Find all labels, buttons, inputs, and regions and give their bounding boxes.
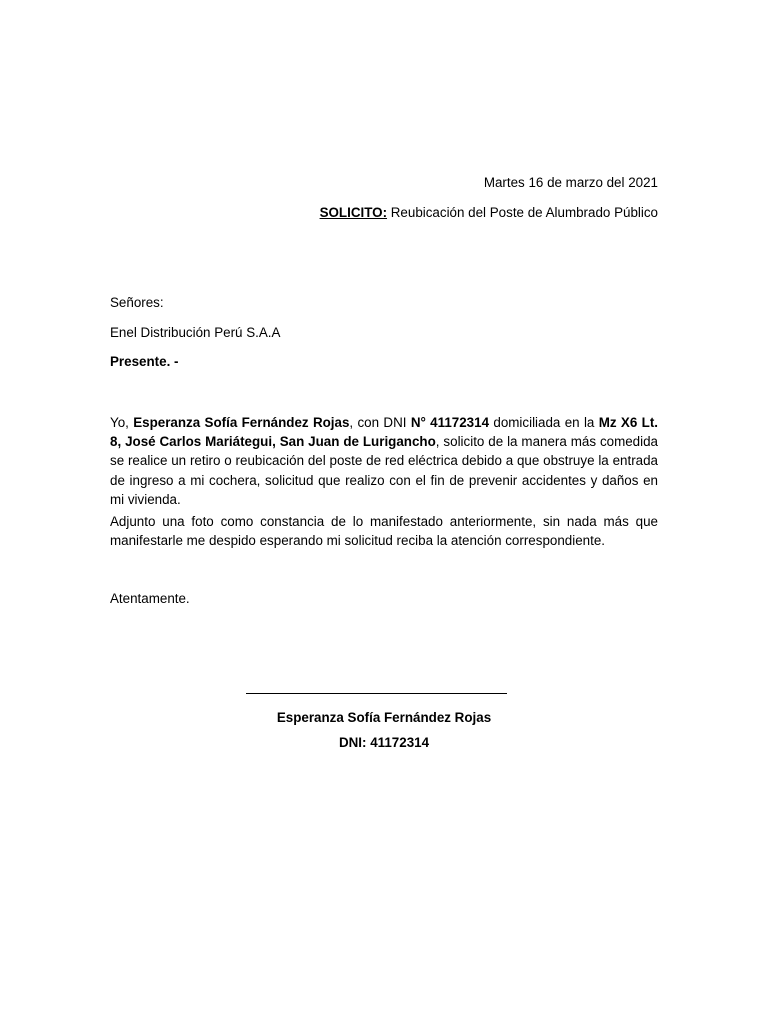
p1-text-2: , con DNI — [349, 415, 411, 430]
p1-text-4: , solicito de la manera más comedida se realice un retiro o reubicación del poste de red eléctrica debido a que obstruye la entrada de ingreso a mi cochera, solicitud que realizo con el fin de prevenir accidentes y daños en mi vivienda. — [110, 434, 659, 507]
p1-text-3: domiciliada en la — [489, 415, 599, 430]
signature-name: Esperanza Sofía Fernández Rojas — [276, 710, 492, 725]
presente-line: Presente. - — [110, 354, 179, 369]
subject-label: SOLICITO: — [319, 205, 388, 220]
recipient-company: Enel Distribución Perú S.A.A — [110, 325, 281, 340]
subject-text: Reubicación del Poste de Alumbrado Público — [387, 205, 658, 220]
body-paragraph-2: Adjunto una foto como constancia de lo manifestado anteriormente, sin nada más que manifestarle me despido esperando mi solicitud reciba la atención correspondiente. — [110, 514, 658, 549]
p1-text-1: Yo, — [110, 415, 134, 430]
salutation: Señores: — [110, 295, 164, 310]
signature-dni: DNI: 41172314 — [338, 735, 430, 750]
closing-regards: Atentamente. — [110, 591, 190, 606]
p1-address: Mz X6 Lt. 8, José Carlos Mariátegui, San Juan de Lurigancho — [110, 415, 658, 450]
letter-date: Martes 16 de marzo del 2021 — [483, 175, 658, 190]
body-paragraph-1 — [110, 413, 658, 509]
subject-line — [320, 204, 658, 222]
signature-line — [246, 693, 507, 694]
p1-dni: N° 41172314 — [410, 415, 490, 430]
p1-name: Esperanza Sofía Fernández Rojas — [133, 415, 350, 430]
